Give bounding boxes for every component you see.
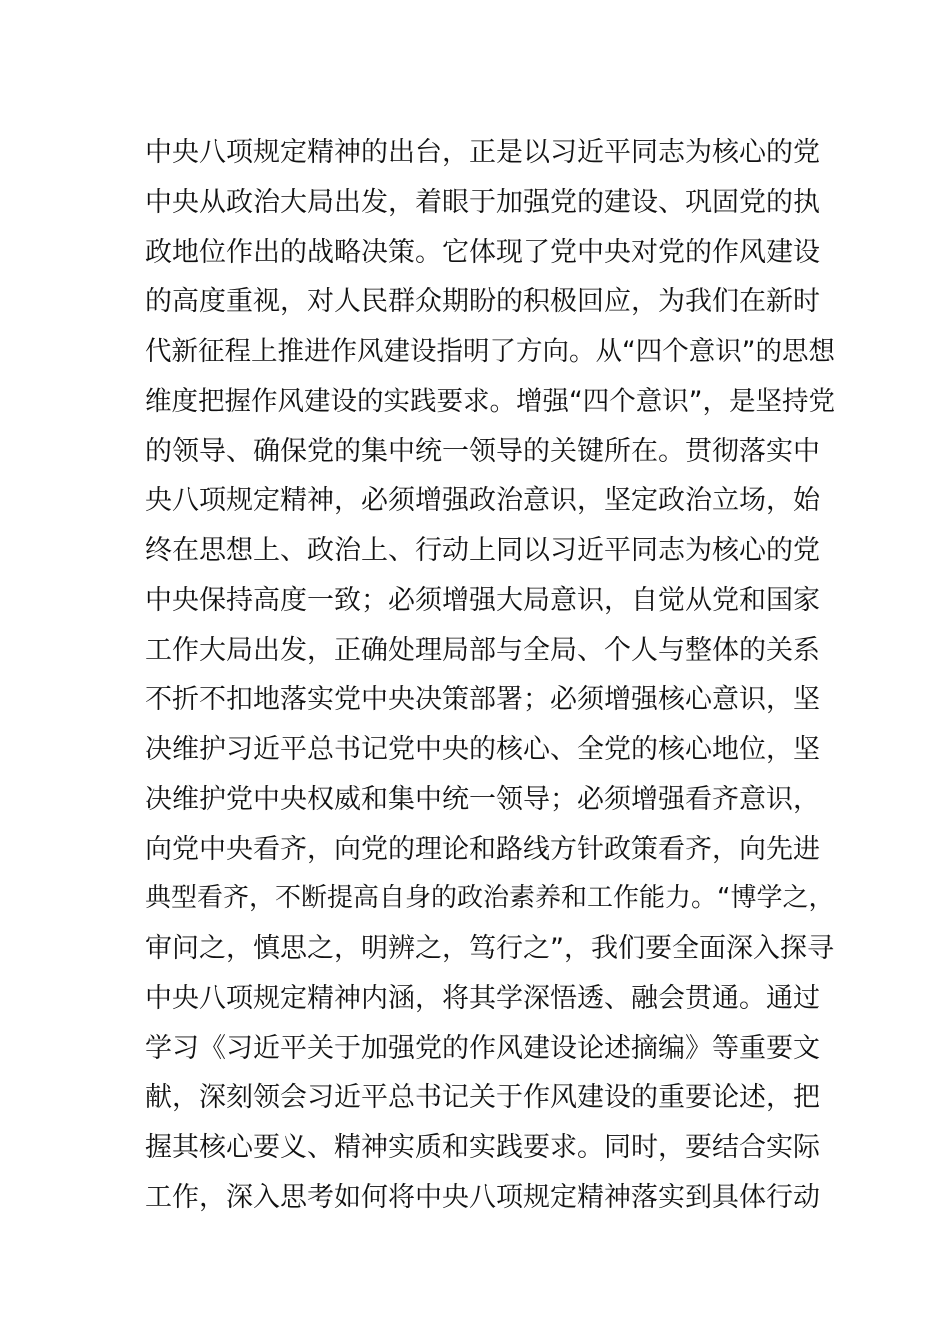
text-line-19: 学习《习近平关于加强党的作风建设论述摘编》等重要文 — [145, 1032, 820, 1064]
text-line-6: 维度把握作风建设的实践要求。增强“四个意识”，是坚持党 — [145, 385, 835, 417]
text-line-12: 不折不扣地落实党中央决策部署；必须增强核心意识，坚 — [145, 684, 820, 716]
text-line-15: 向党中央看齐，向党的理论和路线方针政策看齐，向先进 — [145, 833, 820, 865]
text-line-5: 代新征程上推进作风建设指明了方向。从“四个意识”的思想 — [145, 336, 835, 367]
text-line-9: 终在思想上、政治上、行动上同以习近平同志为核心的党 — [145, 535, 820, 566]
text-line-16: 典型看齐，不断提高自身的政治素养和工作能力。“博学之， — [145, 883, 835, 914]
text-line-10: 中央保持高度一致；必须增强大局意识，自觉从党和国家 — [145, 584, 820, 616]
text-line-1: 中央八项规定精神的出台，正是以习近平同志为核心的党 — [145, 137, 820, 168]
body-paragraph — [145, 128, 845, 1223]
text-line-7: 的领导、确保党的集中统一领导的关键所在。贯彻落实中 — [145, 435, 820, 467]
text-line-14: 决维护党中央权威和集中统一领导；必须增强看齐意识， — [145, 783, 820, 815]
text-line-17: 审问之，慎思之，明辨之，笃行之”，我们要全面深入探寻 — [145, 933, 834, 964]
text-line-4: 的高度重视，对人民群众期盼的积极回应，为我们在新时 — [145, 286, 820, 318]
text-line-21: 握其核心要义、精神实质和实践要求。同时，要结合实际 — [145, 1132, 820, 1163]
text-line-3: 政地位作出的战略决策。它体现了党中央对党的作风建设 — [145, 236, 820, 268]
text-line-2: 中央从政治大局出发，着眼于加强党的建设、巩固党的执 — [145, 186, 820, 218]
text-line-22: 工作，深入思考如何将中央八项规定精神落实到具体行动 — [145, 1181, 820, 1213]
text-line-11: 工作大局出发，正确处理局部与全局、个人与整体的关系 — [145, 634, 820, 666]
text-line-8: 央八项规定精神，必须增强政治意识，坚定政治立场，始 — [145, 485, 820, 517]
text-line-18: 中央八项规定精神内涵，将其学深悟透、融会贯通。通过 — [145, 982, 820, 1014]
text-line-13: 决维护习近平总书记党中央的核心、全党的核心地位，坚 — [145, 734, 820, 765]
text-line-20: 献，深刻领会习近平总书记关于作风建设的重要论述，把 — [145, 1082, 820, 1114]
